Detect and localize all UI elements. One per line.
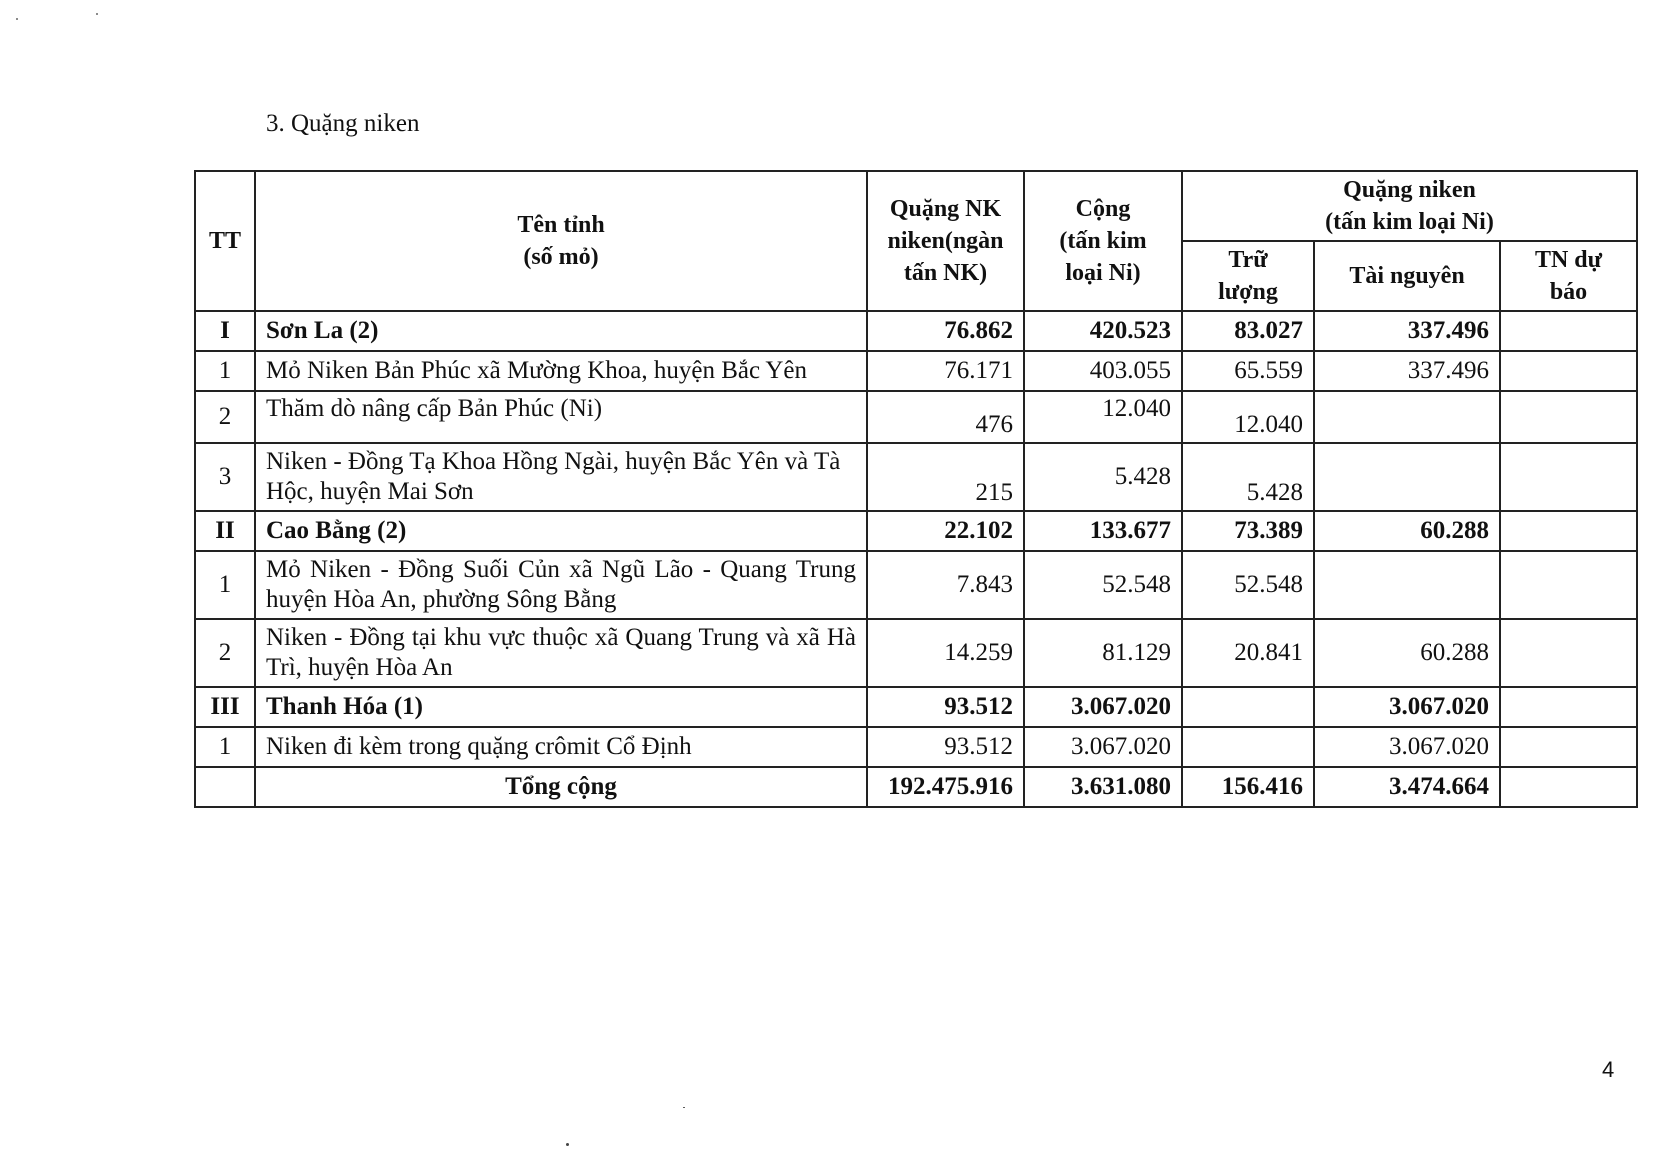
cell-forecast xyxy=(1500,511,1637,551)
table-row-total xyxy=(195,767,1637,807)
cell-name: Niken - Đồng tại khu vực thuộc xã Quang Trung và xã Hà Trì, huyện Hòa An xyxy=(255,619,867,687)
cell-resource xyxy=(1314,391,1500,443)
scan-speck xyxy=(96,13,98,15)
cell-name: Niken - Đồng Tạ Khoa Hồng Ngài, huyện Bắc Yên và Tà Hộc, huyện Mai Sơn xyxy=(255,443,867,511)
cell-name: Mỏ Niken - Đồng Suối Củn xã Ngũ Lão - Quang Trung huyện Hòa An, phường Sông Bằng xyxy=(255,551,867,619)
header-resource: Tài nguyên xyxy=(1314,241,1500,311)
cell-forecast xyxy=(1500,619,1637,687)
cell-resource: 337.496 xyxy=(1314,351,1500,391)
cell-reserve: 83.027 xyxy=(1182,311,1314,351)
cell-ore: 93.512 xyxy=(867,687,1024,727)
table-header-row xyxy=(195,171,1637,241)
cell-reserve: 5.428 xyxy=(1182,443,1314,511)
cell-forecast xyxy=(1500,443,1637,511)
header-ore: Quặng NK niken(ngàn tấn NK) xyxy=(867,171,1024,311)
cell-forecast xyxy=(1500,727,1637,767)
table-row xyxy=(195,619,1637,687)
table-row xyxy=(195,391,1637,443)
cell-total: 133.677 xyxy=(1024,511,1182,551)
cell-ore: 76.171 xyxy=(867,351,1024,391)
cell-resource: 337.496 xyxy=(1314,311,1500,351)
cell-forecast xyxy=(1500,311,1637,351)
table-row-province xyxy=(195,311,1637,351)
cell-total: 81.129 xyxy=(1024,619,1182,687)
cell-forecast xyxy=(1500,687,1637,727)
cell-ore: 76.862 xyxy=(867,311,1024,351)
cell-total: 403.055 xyxy=(1024,351,1182,391)
cell-tt: I xyxy=(195,311,255,351)
table-row-province xyxy=(195,511,1637,551)
cell-ore: 192.475.916 xyxy=(867,767,1024,807)
table-row xyxy=(195,727,1637,767)
cell-ore: 7.843 xyxy=(867,551,1024,619)
header-province: Tên tỉnh (số mỏ) xyxy=(255,171,867,311)
table-row xyxy=(195,551,1637,619)
header-nickel-group: Quặng niken (tấn kim loại Ni) xyxy=(1182,171,1637,241)
cell-forecast xyxy=(1500,551,1637,619)
cell-ore: 14.259 xyxy=(867,619,1024,687)
cell-total: 420.523 xyxy=(1024,311,1182,351)
cell-reserve: 20.841 xyxy=(1182,619,1314,687)
cell-tt: 1 xyxy=(195,727,255,767)
cell-tt: III xyxy=(195,687,255,727)
cell-name: Cao Bằng (2) xyxy=(255,511,867,551)
cell-resource xyxy=(1314,551,1500,619)
cell-reserve: 73.389 xyxy=(1182,511,1314,551)
cell-forecast xyxy=(1500,351,1637,391)
cell-ore: 215 xyxy=(867,443,1024,511)
cell-total: 3.631.080 xyxy=(1024,767,1182,807)
page-number: 4 xyxy=(1602,1057,1615,1082)
cell-tt: 1 xyxy=(195,551,255,619)
cell-ore: 476 xyxy=(867,391,1024,443)
cell-reserve: 52.548 xyxy=(1182,551,1314,619)
cell-total: 3.067.020 xyxy=(1024,687,1182,727)
cell-reserve: 12.040 xyxy=(1182,391,1314,443)
cell-tt: II xyxy=(195,511,255,551)
cell-total: 5.428 xyxy=(1024,443,1182,511)
nickel-ore-table xyxy=(194,170,1638,808)
header-forecast: TN dự báo xyxy=(1500,241,1637,311)
cell-tt: 1 xyxy=(195,351,255,391)
cell-total: 12.040 xyxy=(1024,391,1182,443)
cell-resource: 60.288 xyxy=(1314,511,1500,551)
header-reserve: Trữ lượng xyxy=(1182,241,1314,311)
scan-speck xyxy=(16,18,18,20)
cell-reserve xyxy=(1182,727,1314,767)
cell-name: Sơn La (2) xyxy=(255,311,867,351)
cell-reserve: 156.416 xyxy=(1182,767,1314,807)
table-row xyxy=(195,351,1637,391)
cell-resource xyxy=(1314,443,1500,511)
cell-tt: 2 xyxy=(195,619,255,687)
cell-forecast xyxy=(1500,767,1637,807)
cell-forecast xyxy=(1500,391,1637,443)
cell-ore: 22.102 xyxy=(867,511,1024,551)
cell-resource: 3.474.664 xyxy=(1314,767,1500,807)
cell-name: Thanh Hóa (1) xyxy=(255,687,867,727)
cell-resource: 3.067.020 xyxy=(1314,727,1500,767)
header-total: Cộng (tấn kim loại Ni) xyxy=(1024,171,1182,311)
cell-ore: 93.512 xyxy=(867,727,1024,767)
cell-tt: 3 xyxy=(195,443,255,511)
cell-total: 52.548 xyxy=(1024,551,1182,619)
cell-reserve xyxy=(1182,687,1314,727)
header-tt: TT xyxy=(195,171,255,311)
cell-total: 3.067.020 xyxy=(1024,727,1182,767)
cell-name: Niken đi kèm trong quặng crômit Cổ Định xyxy=(255,727,867,767)
cell-name: Mỏ Niken Bản Phúc xã Mường Khoa, huyện Bắc Yên xyxy=(255,351,867,391)
cell-tt xyxy=(195,767,255,807)
table-row xyxy=(195,443,1637,511)
cell-resource: 3.067.020 xyxy=(1314,687,1500,727)
table-row-province xyxy=(195,687,1637,727)
cell-name: Tổng cộng xyxy=(255,767,867,807)
cell-reserve: 65.559 xyxy=(1182,351,1314,391)
cell-tt: 2 xyxy=(195,391,255,443)
cell-name: Thăm dò nâng cấp Bản Phúc (Ni) xyxy=(255,391,867,443)
cell-resource: 60.288 xyxy=(1314,619,1500,687)
scan-speck xyxy=(683,1107,685,1108)
section-title: 3. Quặng niken xyxy=(266,110,420,137)
scan-speck xyxy=(566,1143,569,1146)
